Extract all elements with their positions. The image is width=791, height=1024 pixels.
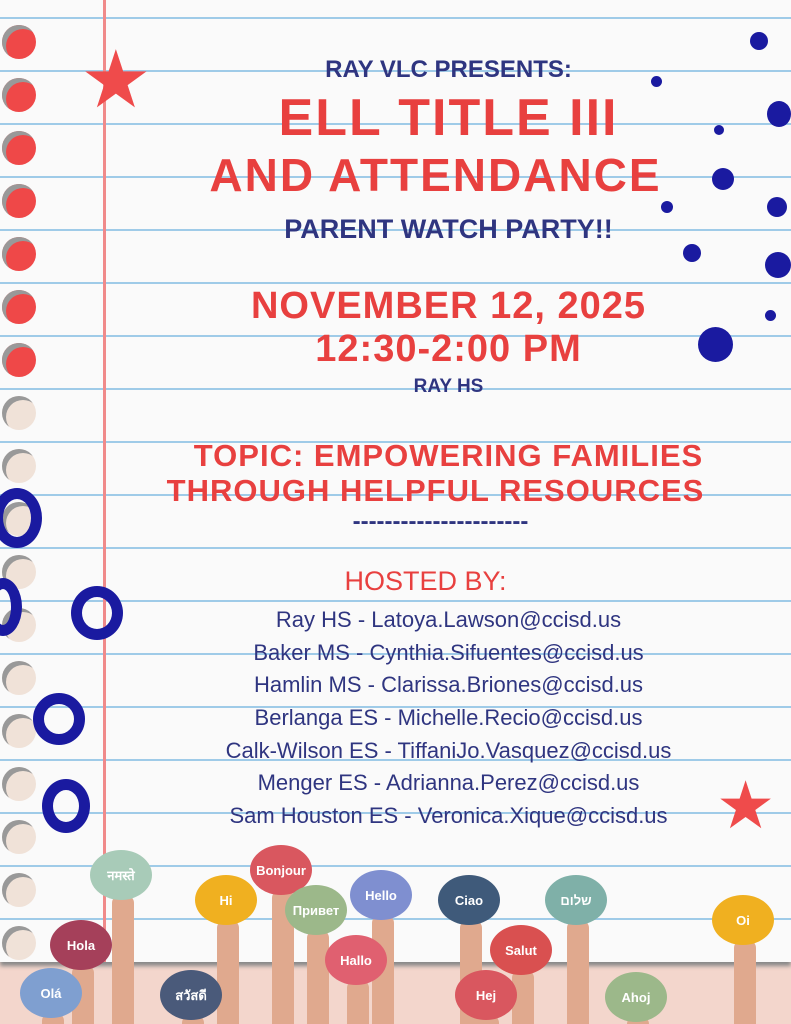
topic-line-2: THROUGH HELPFUL RESOURCES [166,473,705,508]
ring-decoration [33,693,85,745]
raised-arm [217,920,239,1024]
greeting-bubble: Привет [285,885,347,935]
raised-arm [567,920,589,1024]
raised-arm [347,980,369,1024]
binder-hole [2,25,36,59]
greeting-bubble: Ahoj [605,972,667,1022]
star-icon: ★ [80,35,152,124]
title-line-1: ELL TITLE III [278,89,619,147]
binder-hole [2,184,36,218]
star-icon: ★ [716,768,776,842]
raised-arm [307,930,329,1024]
binder-hole [2,290,36,324]
raised-arm [734,940,756,1024]
host-item: Calk-Wilson ES - TiffaniJo.Vasquez@ccisd.us [225,737,672,763]
greeting-bubble: Salut [490,925,552,975]
greeting-bubble: Hola [50,920,112,970]
greeting-bubble: नमस्ते [90,850,152,900]
host-item: Ray HS - Latoya.Lawson@ccisd.us [275,607,622,632]
raised-arm [112,895,134,1024]
greeting-bubble: Hello [350,870,412,920]
binder-hole [2,396,36,430]
greeting-bubble: Olá [20,968,82,1018]
greeting-bubble: Oi [712,895,774,945]
greeting-bubble: Hi [195,875,257,925]
binder-hole [2,237,36,271]
hosted-by-heading: HOSTED BY: [344,566,507,596]
ring-decoration [42,779,90,833]
binder-hole [2,78,36,112]
greeting-bubble: Hallo [325,935,387,985]
hosts-list [106,604,791,833]
event-location: RAY HS [413,376,484,397]
greetings-illustration [0,840,791,1024]
subtitle: PARENT WATCH PARTY!! [284,214,613,244]
host-item: Baker MS - Cynthia.Sifuentes@ccisd.us [253,639,644,665]
topic-line-1: TOPIC: EMPOWERING FAMILIES [193,438,704,473]
host-item: Sam Houston ES - Veronica.Xique@ccisd.us [229,803,668,829]
greeting-bubble: Bonjour [250,845,312,895]
binder-hole [2,767,36,801]
event-date: NOVEMBER 12, 2025 [250,285,647,327]
binder-hole [2,714,36,748]
presenter-text: RAY VLC PRESENTS: [325,56,572,83]
greeting-bubble: Hej [455,970,517,1020]
host-item: Hamlin MS - Clarissa.Briones@ccisd.us [253,672,644,698]
host-item: Berlanga ES - Michelle.Recio@ccisd.us [254,705,643,731]
event-time: 12:30-2:00 PM [315,328,582,370]
binder-hole [2,343,36,377]
greeting-bubble: שלום [545,875,607,925]
greeting-bubble: สวัสดี [160,970,222,1020]
binder-hole [2,131,36,165]
dot-decoration [765,252,791,278]
greeting-bubble: Ciao [438,875,500,925]
binder-hole [2,449,36,483]
dot-decoration [661,201,673,213]
title-line-2: AND ATTENDANCE [209,149,662,201]
binder-hole [2,661,36,695]
host-item: Menger ES - Adrianna.Perez@ccisd.us [257,770,640,796]
divider: ---------------------- [352,508,529,535]
dot-decoration [683,244,701,262]
dot-decoration [750,32,768,50]
